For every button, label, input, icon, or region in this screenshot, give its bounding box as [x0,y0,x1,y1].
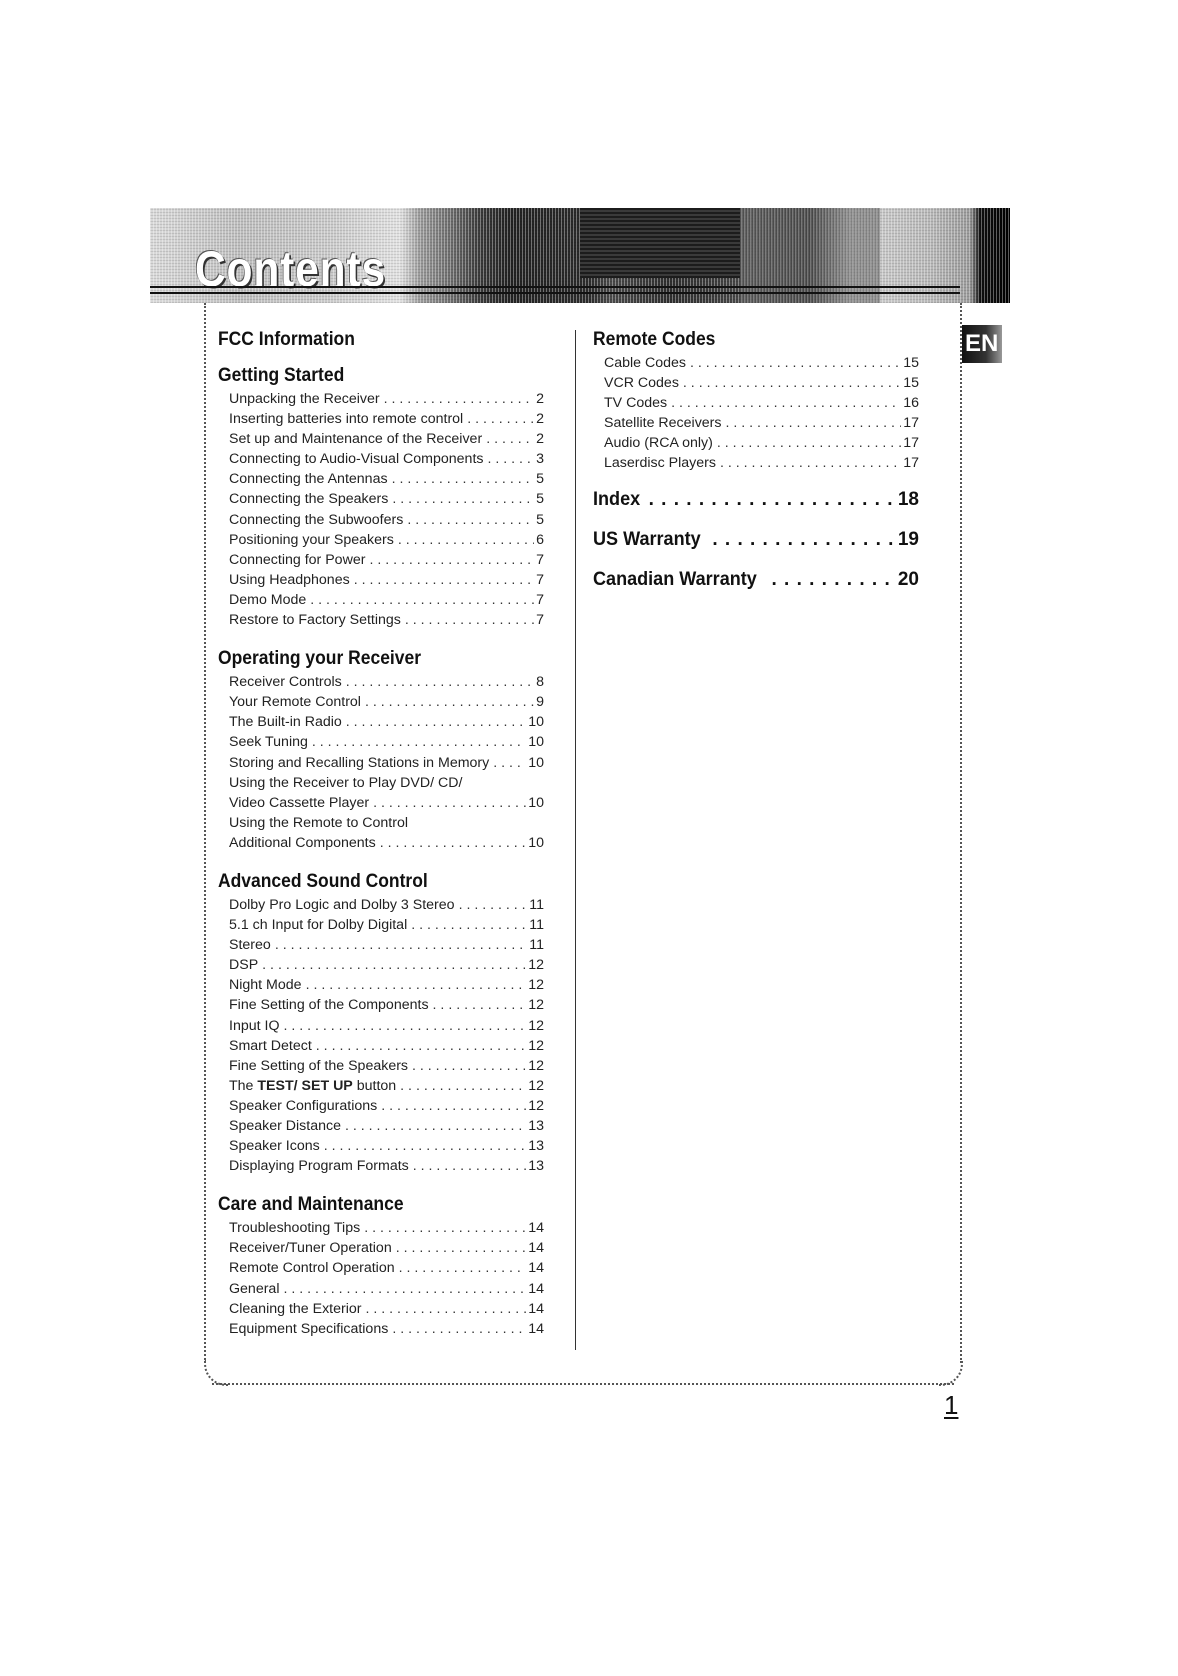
toc-entry[interactable] [229,712,544,732]
toc-entry[interactable] [229,692,544,712]
toc-entry-label: Remote Control Operation [229,1260,395,1277]
toc-entry[interactable] [229,1096,544,1116]
toc-entry-label: TV Codes [604,395,668,412]
banner-texture [580,208,740,278]
section-title[interactable]: Advanced Sound Control [218,870,428,892]
toc-entry-page: 14 [528,1240,544,1257]
toc-entry[interactable] [229,489,544,509]
toc-entry-page: 7 [536,551,544,568]
toc-entry-label: Cleaning the Exterior [229,1300,362,1317]
toc-entry[interactable] [229,995,544,1015]
toc-entry-label: Dolby Pro Logic and Dolby 3 Stereo [229,896,455,913]
toc-entry-label: Satellite Receivers [604,415,722,432]
toc-leader-dots [275,935,527,955]
toc-leader-dots [720,453,901,473]
toc-leader-dots [392,1319,526,1339]
toc-entry[interactable] [229,975,544,995]
toc-leader-dots [392,489,534,509]
toc-leader-dots [345,1116,526,1136]
toc-entry-page: 9 [536,694,544,711]
toc-entry-label: Speaker Icons [229,1138,320,1155]
toc-leader-dots [467,409,534,429]
toc-entry-label: Demo Mode [229,591,307,608]
toc-leader-dots [412,1056,526,1076]
toc-entry-page: 6 [536,531,544,548]
toc-entries [229,389,544,630]
toc-entry-page: 12 [528,977,544,994]
toc-entry-label: Cable Codes [604,355,687,371]
toc-entry-label: Using the Remote to Control [229,814,409,831]
toc-leader-dots [771,568,895,592]
toc-entry-label: Laserdisc Players [604,455,716,472]
toc-entry[interactable] [229,793,544,813]
toc-entry-label: Connecting to Audio-Visual Components [229,451,484,468]
banner-rule [150,286,960,294]
toc-entry[interactable] [604,433,919,453]
toc-entry-label [229,1076,400,1096]
toc-leader-dots [486,429,534,449]
toc-leader-dots [316,1036,526,1056]
toc-entry-page: 11 [529,937,544,954]
toc-leader-dots [671,393,901,413]
toc-leader-dots [283,1279,526,1299]
dotted-frame-corner [939,1360,963,1386]
toc-entry-page: 11 [529,896,544,913]
toc-entry-label: Smart Detect [229,1037,312,1054]
toc-entry-label: US Warranty [593,528,701,550]
toc-entry-page: 15 [903,355,919,371]
column-divider [575,330,576,1350]
toc-entry-page: 17 [903,415,919,432]
toc-entry-page: 2 [536,411,544,428]
toc-entry-label: Index [593,488,641,510]
toc-entry-page: 5 [536,511,544,528]
toc-entry[interactable] [229,429,544,449]
toc-entry[interactable] [229,753,544,773]
toc-entry-page: 13 [528,1138,544,1155]
toc-entry[interactable] [229,1156,544,1176]
toc-entry-label: Receiver/Tuner Operation [229,1240,392,1257]
toc-entry[interactable] [604,453,919,473]
toc-leader-dots [411,915,527,935]
toc-entry[interactable] [229,1076,544,1096]
toc-entry-label: Speaker Distance [229,1118,341,1134]
toc-entry-page: 15 [903,375,919,392]
toc-entry-page: 10 [528,834,544,851]
toc-entry-label: Night Mode [229,977,302,994]
toc-entries [229,895,544,1176]
toc-entry[interactable] [229,833,544,853]
toc-leader-dots [433,995,527,1015]
toc-entry-label: Displaying Program Formats [229,1158,409,1175]
toc-entry-label: The Built-in Radio [229,714,342,731]
toc-entry-page: 12 [528,997,544,1014]
toc-entry-page: 20 [897,568,919,590]
toc-entry-us-warranty[interactable] [593,528,919,552]
toc-entry[interactable] [229,895,544,915]
toc-entry-page: 5 [536,491,544,508]
toc-entry[interactable] [229,732,544,752]
section-title[interactable]: Remote Codes [593,329,716,350]
toc-entry[interactable] [229,550,544,570]
toc-entry-label: Storing and Recalling Stations in Memory [229,754,490,771]
toc-entry[interactable] [229,672,544,692]
toc-entry[interactable] [604,393,919,413]
toc-leader-dots [407,510,534,530]
header-banner [150,208,1010,303]
toc-entry[interactable] [229,469,544,489]
toc-entry-label: Stereo [229,937,271,954]
toc-entry-page: 12 [528,1037,544,1054]
toc-leader-dots [459,895,528,915]
toc-entry-page: 12 [528,1097,544,1114]
toc-entry-page: 14 [528,1220,544,1237]
toc-entry[interactable] [229,1279,544,1299]
toc-entry-label: VCR Codes [604,375,679,392]
toc-leader-dots [380,833,527,853]
toc-entry[interactable] [229,1238,544,1258]
toc-leader-dots [365,692,534,712]
toc-entry[interactable] [229,1116,544,1136]
toc-entry-page: 8 [536,674,544,691]
page-title: Contents [195,241,386,297]
toc-entry[interactable] [229,1258,544,1278]
toc-leader-dots [354,570,534,590]
toc-entry-label: Inserting batteries into remote control [229,411,464,428]
toc-entry-page: 12 [528,1017,544,1034]
toc-entry-label: DSP [229,957,259,974]
page-number: 1 [944,1390,959,1420]
toc-entry[interactable] [604,413,919,433]
toc-entry-page: 10 [528,714,544,731]
toc-entry-label: Set up and Maintenance of the Receiver [229,431,483,448]
toc-entry-label: Speaker Configurations [229,1097,378,1114]
toc-entry-page: 13 [528,1118,544,1134]
toc-entry[interactable] [229,530,544,550]
toc-leader-dots [324,1136,527,1156]
toc-entry-label: Fine Setting of the Speakers [229,1057,409,1074]
toc-entry[interactable] [229,510,544,530]
section-title[interactable]: Getting Started [218,365,345,386]
toc-entry-page: 12 [528,1057,544,1074]
toc-entry-page: 10 [528,754,544,771]
toc-entry-page: 10 [528,734,544,751]
toc-entry-label: Audio (RCA only) [604,435,713,452]
toc-leader-dots [312,732,526,752]
toc-entry[interactable] [229,1016,544,1036]
toc-entry-label: Additional Components [229,834,376,851]
toc-entry-label-prefix: The [229,1077,258,1094]
toc-entry[interactable] [229,570,544,590]
toc-leader-dots [398,530,534,550]
toc-leader-dots [396,1238,527,1258]
toc-entry[interactable] [229,610,544,630]
toc-entry-page: 17 [903,435,919,452]
toc-entry[interactable] [229,773,544,793]
toc-entry-canadian-warranty[interactable] [593,568,919,592]
toc-leader-dots [649,488,896,512]
toc-leader-dots [405,610,534,630]
toc-right-column [593,328,919,592]
toc-entry-page: 10 [528,794,544,811]
toc-entries [604,353,919,474]
toc-entry-page: 14 [528,1280,544,1297]
toc-entry-page: 2 [536,431,544,448]
toc-leader-dots [384,389,534,409]
toc-entry-label: Equipment Specifications [229,1320,389,1337]
toc-entry[interactable] [229,813,544,833]
section-title[interactable]: Operating your Receiver [218,648,422,670]
toc-entry-label: Receiver Controls [229,674,342,691]
toc-entry[interactable] [604,373,919,393]
toc-leader-dots [683,373,901,393]
toc-entry-label: General [229,1280,280,1297]
toc-entry-label: Your Remote Control [229,694,361,711]
toc-entry[interactable] [229,955,544,975]
section-title[interactable]: FCC Information [218,329,355,350]
toc-leader-dots [346,712,526,732]
toc-entry-label: Canadian Warranty [593,568,757,590]
toc-entry-page: 12 [528,957,544,974]
toc-entry-label: 5.1 ch Input for Dolby Digital [229,917,408,934]
section-title[interactable]: Care and Maintenance [218,1194,404,1216]
toc-entry-page: 11 [529,917,544,934]
dotted-frame-right [960,303,962,1363]
toc-entry[interactable] [229,1036,544,1056]
toc-leader-dots [690,353,901,373]
toc-entry-page: 16 [903,395,919,412]
toc-entry[interactable] [229,389,544,409]
toc-entry-page: 7 [536,571,544,588]
toc-entries [229,672,544,853]
toc-entry-label: Input IQ [229,1017,280,1034]
toc-entry-page: 5 [536,471,544,488]
toc-entry-label: Video Cassette Player [229,794,370,811]
toc-entry[interactable] [229,409,544,429]
toc-entry-page: 18 [897,488,919,510]
toc-entry-label: Connecting the Speakers [229,491,389,508]
toc-entry-label-bold: TEST/ SET UP [257,1077,353,1094]
toc-entry-page: 7 [536,591,544,608]
toc-entry-label: Connecting for Power [229,551,366,568]
toc-entry-page: 19 [897,528,919,550]
toc-left-column [218,328,544,1339]
toc-leader-dots [493,753,526,773]
toc-entry-page: 14 [528,1260,544,1277]
toc-leader-dots [717,433,901,453]
toc-entry[interactable] [229,590,544,610]
toc-entry-label: Connecting the Subwoofers [229,511,404,528]
toc-leader-dots [346,672,534,692]
toc-leader-dots [413,1156,526,1176]
toc-entry-label: Positioning your Speakers [229,531,394,548]
toc-entry[interactable] [229,1299,544,1319]
toc-leader-dots [283,1016,526,1036]
toc-entry[interactable] [604,353,919,373]
toc-leader-dots [488,449,535,469]
toc-entry-label: Using the Receiver to Play DVD/ CD/ [229,774,463,791]
toc-leader-dots [392,469,535,489]
toc-leader-dots [306,975,527,995]
toc-leader-dots [381,1096,526,1116]
toc-entry[interactable] [229,449,544,469]
toc-entry-label: Using Headphones [229,571,350,588]
toc-entry[interactable] [229,915,544,935]
toc-entry-page: 7 [536,612,544,629]
toc-entry[interactable] [229,935,544,955]
dotted-frame-left [204,303,206,1363]
toc-entry-page: 14 [528,1300,544,1317]
dotted-frame-corner [204,1360,228,1386]
toc-entry-label: Seek Tuning [229,734,308,751]
toc-entry-page: 14 [528,1320,544,1337]
toc-entry[interactable] [229,1136,544,1156]
toc-entry-label: Restore to Factory Settings [229,612,401,629]
language-tab: EN [962,325,1002,363]
toc-entry-page: 2 [536,391,544,407]
toc-entry-page: 13 [528,1158,544,1175]
toc-leader-dots [399,1258,527,1278]
toc-entries [229,1218,544,1339]
toc-entry[interactable] [229,1218,544,1238]
toc-entry[interactable] [229,1319,544,1339]
toc-leader-dots [310,590,534,610]
toc-leader-dots [364,1218,526,1238]
toc-entry-label: Troubleshooting Tips [229,1220,361,1237]
toc-entry-label: Unpacking the Receiver [229,391,380,407]
toc-entry-page: 12 [528,1077,544,1094]
toc-leader-dots [369,550,534,570]
toc-entry-page: 17 [903,455,919,472]
toc-leader-dots [373,793,526,813]
toc-entry-index[interactable] [593,488,919,512]
toc-leader-dots [712,528,896,552]
toc-leader-dots [366,1299,527,1319]
toc-entry[interactable] [229,1056,544,1076]
toc-entry-label: Fine Setting of the Components [229,997,429,1014]
toc-entry-label-suffix: button [352,1077,397,1094]
toc-entry-label: Connecting the Antennas [229,471,388,488]
dotted-frame-bottom [212,1383,954,1385]
toc-leader-dots [726,413,902,433]
toc-leader-dots [262,955,526,975]
toc-leader-dots [400,1076,526,1096]
toc-entry-page: 3 [536,451,544,468]
